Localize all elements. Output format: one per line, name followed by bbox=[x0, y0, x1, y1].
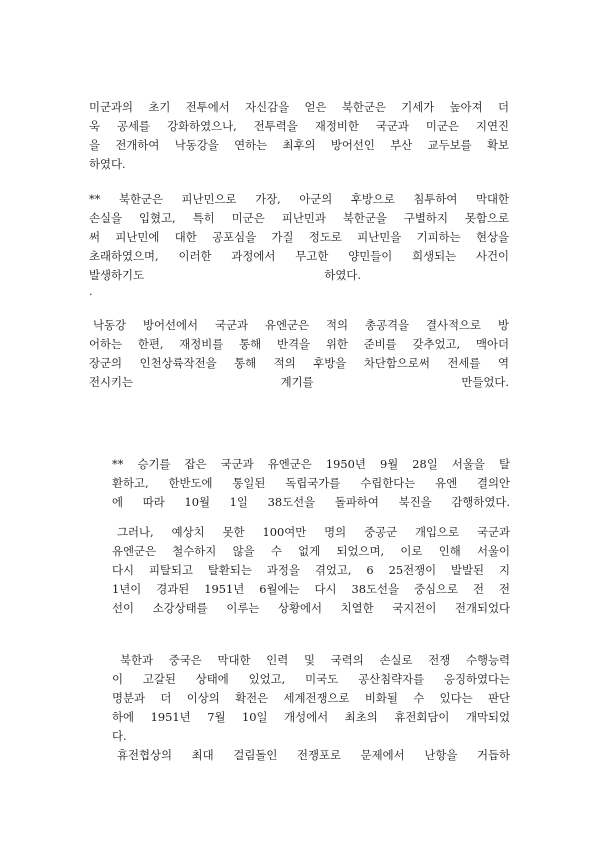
text-line: 하였다. bbox=[89, 157, 126, 171]
text-line: 초래하였으며, 이러한 과정에서 무고한 양민들이 희생되는 사건이 bbox=[89, 249, 509, 263]
text-line: 하에 1951년 7월 10일 개성에서 최초의 휴전회담이 개막되었 bbox=[112, 710, 510, 724]
text-line: 어하는 한편, 재정비를 통해 반격을 위한 준비를 갖추었고, 맥아더 bbox=[89, 337, 509, 351]
text-line: 선이 소강상태를 이루는 상황에서 치열한 국지전이 전개되었다 bbox=[112, 601, 510, 615]
text-segment: 계기를 bbox=[280, 375, 314, 389]
text-line: 써 피난민에 대한 공포심을 가질 정도로 피난민을 기피하는 현상을 bbox=[89, 230, 509, 244]
paragraph-5 bbox=[112, 523, 510, 618]
paragraph-4 bbox=[112, 455, 510, 512]
text-line: 미군과의 초기 전투에서 자신감을 얻은 북한군은 기세가 높아져 더 bbox=[89, 100, 509, 114]
stray-mark: . bbox=[89, 285, 93, 298]
text-line: 이 고갈된 상태에 있었고, 미국도 공산침략자를 응징하였다는 bbox=[112, 672, 510, 686]
text-line: 명분과 더 이상의 확전은 세계전쟁으로 비화될 수 있다는 판단 bbox=[112, 691, 510, 705]
paragraph-2 bbox=[89, 190, 509, 285]
text-segment: 하였다. bbox=[324, 268, 361, 282]
text-line: 북한과 중국은 막대한 인력 및 국력의 손실로 전쟁 수행능력 bbox=[120, 653, 510, 667]
text-line: 장군의 인천상륙작전을 통해 적의 후방을 차단함으로써 전세를 역 bbox=[89, 356, 509, 370]
text-line: 유엔군은 철수하지 않을 수 없게 되었으며, 이로 인해 서울이 bbox=[112, 544, 510, 558]
text-line: 에 따라 10월 1일 38도선을 돌파하여 북진을 감행하였다. bbox=[112, 495, 510, 509]
text-line bbox=[89, 266, 361, 285]
text-line: 휴전협상의 최대 걸림돌인 전쟁포로 문제에서 난항을 거듭하 bbox=[117, 748, 510, 762]
text-segment: 발생하기도 bbox=[89, 268, 145, 282]
paragraph-3 bbox=[89, 316, 509, 392]
text-line: 을 전개하여 낙동강을 연하는 최후의 방어선인 부산 교두보를 확보 bbox=[89, 138, 509, 152]
text-line: ** 승기를 잡은 국군과 유엔군은 1950년 9월 28일 서울을 탈 bbox=[112, 457, 510, 471]
text-line: 손실을 입혔고, 특히 미군은 피난민과 북한군을 구별하지 못함으로 bbox=[89, 211, 509, 225]
text-line: 1년이 경과된 1951년 6월에는 다시 38도선을 중심으로 전 전 bbox=[112, 582, 510, 596]
text-line: 욱 공세를 강화하였으나, 전투력을 재정비한 국군과 미군은 지연진 bbox=[89, 119, 509, 133]
text-line: 다. bbox=[112, 729, 127, 743]
text-line: 그러나, 예상치 못한 100여만 명의 중공군 개입으로 국군과 bbox=[117, 525, 510, 539]
text-line: ** 북한군은 피난민으로 가장, 아군의 후방으로 침투하여 막대한 bbox=[89, 192, 509, 206]
text-line: 환하고, 한반도에 통일된 독립국가를 수립한다는 유엔 결의안 bbox=[112, 476, 510, 490]
text-line bbox=[89, 373, 509, 392]
text-line: 다시 피탈되고 탈환되는 과정을 겪었고, 6 25전쟁이 발발된 지 bbox=[112, 563, 510, 577]
text-segment: 만들었다. bbox=[461, 375, 509, 389]
paragraph-6 bbox=[112, 651, 510, 765]
text-segment: 전시키는 bbox=[89, 375, 134, 389]
text-line: 낙동강 방어선에서 국군과 유엔군은 적의 총공격을 결사적으로 방 bbox=[93, 318, 509, 332]
paragraph-1 bbox=[89, 98, 509, 174]
